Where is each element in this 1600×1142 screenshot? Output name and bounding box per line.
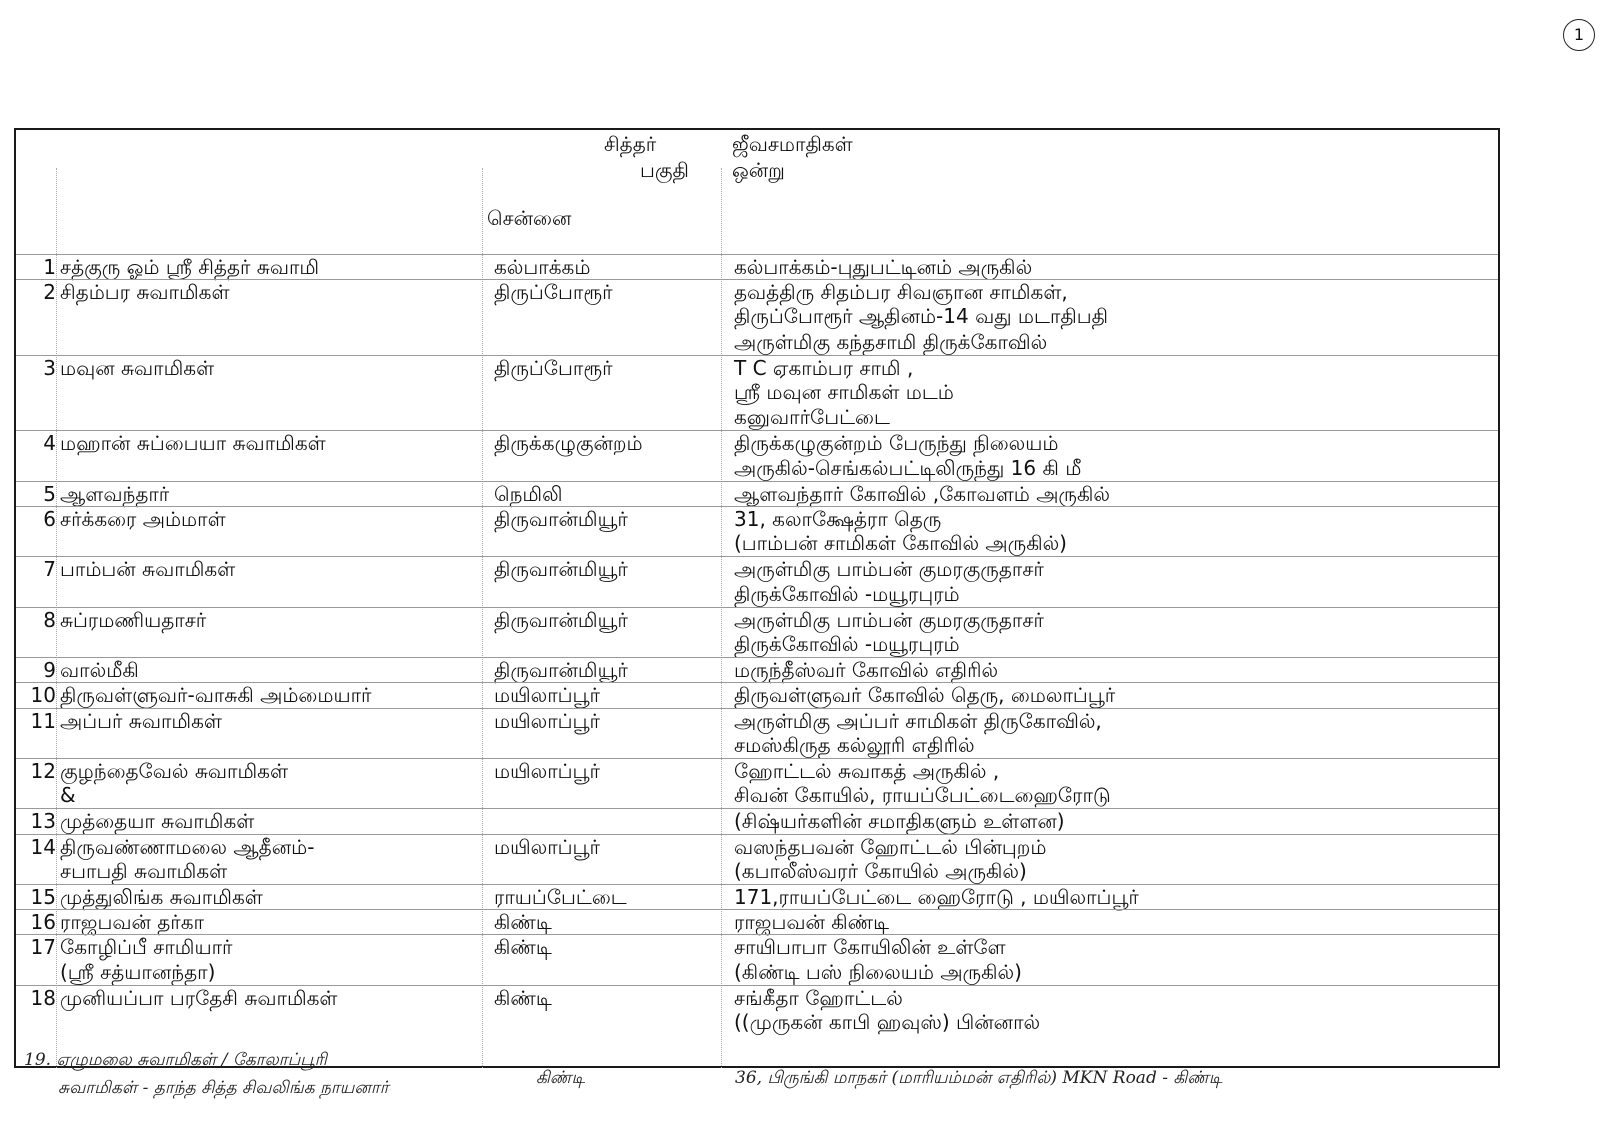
table-row xyxy=(16,506,1498,533)
header-title-left: சித்தர் xyxy=(604,132,657,156)
header-part-label: பகுதி xyxy=(640,158,689,182)
row-number: 6 xyxy=(43,507,56,531)
row-name: ராஜபவன் தர்கா xyxy=(60,910,204,935)
table-row xyxy=(16,985,1498,1012)
row-name: சபாபதி சுவாமிகள் xyxy=(60,858,228,883)
row-place: ராயப்பேட்டை xyxy=(494,885,627,909)
row-place: திருவான்மியூர் xyxy=(494,507,628,531)
row-address: திருப்போரூர் ஆதினம்-14 வது மடாதிபதி xyxy=(734,304,1109,329)
row-number: 15 xyxy=(30,885,56,909)
table-row xyxy=(16,657,1498,684)
row-number: 12 xyxy=(30,759,56,783)
row-place: மயிலாப்பூர் xyxy=(494,834,600,859)
table-row xyxy=(16,859,1498,885)
row-name: முத்துலிங்க சுவாமிகள் xyxy=(60,885,263,909)
row-name: மவுன சுவாமிகள் xyxy=(60,355,215,380)
row-name: பாம்பன் சுவாமிகள் xyxy=(60,557,236,582)
row-name: சர்க்கரை அம்மாள் xyxy=(60,507,226,531)
table-row xyxy=(16,783,1498,809)
table-row xyxy=(16,330,1498,356)
row-address: திருக்கழுகுன்றம் பேருந்து நிலையம் xyxy=(734,431,1059,456)
row-address: தவத்திரு சிதம்பர சிவஞான சாமிகள், xyxy=(734,280,1068,305)
row-address: (பாம்பன் சாமிகள் கோவில் அருகில்) xyxy=(734,531,1067,556)
table-row xyxy=(16,708,1498,735)
row-address: திருவள்ளுவர் கோவில் தெரு, மைலாப்பூர் xyxy=(734,683,1116,708)
table-row xyxy=(16,934,1498,961)
row-name: சுப்ரமணியதாசர் xyxy=(60,607,207,632)
handwritten-entry-line2: சுவாமிகள் - தாந்த சித்த சிவலிங்க நாயனார் xyxy=(58,1078,389,1098)
row-name: சத்குரு ஓம் ஸ்ரீ சித்தர் சுவாமி xyxy=(60,255,320,279)
row-address: ஹோட்டல் சுவாகத் அருகில் , xyxy=(734,759,1000,783)
handwritten-entry-address: 36, பிருங்கி மாநகர் (மாரியம்மன் எதிரில்) MKN Road - கிண்டி xyxy=(735,1068,1223,1088)
table-row xyxy=(16,909,1498,936)
row-address: 171,ராயப்பேட்டை ஹைரோடு , மயிலாப்பூர் xyxy=(734,885,1139,909)
row-address: அருள்மிகு கந்தசாமி திருக்கோவில் xyxy=(734,329,1048,354)
row-name: முத்தையா சுவாமிகள் xyxy=(60,809,255,834)
row-address: திருக்கோவில் -மயூரபுரம் xyxy=(734,632,960,656)
table-row xyxy=(16,632,1498,658)
row-number: 5 xyxy=(43,481,56,506)
row-number: 4 xyxy=(43,431,56,456)
row-address: 31, கலாக்ஷேத்ரா தெரு xyxy=(734,507,942,531)
row-name: வால்மீகி xyxy=(60,658,139,683)
row-name: & xyxy=(60,783,76,808)
row-name: கோழிப்பீ சாமியார் xyxy=(60,935,233,960)
table-row xyxy=(16,456,1498,482)
handwritten-entry-line1: 19. ஏழுமலை சுவாமிகள் / கோலாப்பூரி xyxy=(24,1050,327,1070)
table-row xyxy=(16,884,1498,911)
region-heading: சென்னை xyxy=(487,206,572,230)
row-address: அருள்மிகு அப்பர் சாமிகள் திருகோவில், xyxy=(734,708,1102,733)
row-address: கனுவார்பேட்டை xyxy=(734,405,890,430)
table-row xyxy=(16,430,1498,457)
row-name: முனியப்பா பரதேசி சுவாமிகள் xyxy=(60,985,338,1010)
row-address: அருள்மிகு பாம்பன் குமரகுருதாசர் xyxy=(734,607,1044,632)
header-title-right: ஜீவசமாதிகள் xyxy=(732,132,853,156)
header-part-value: ஒன்று xyxy=(732,158,785,182)
row-place: கிண்டி xyxy=(494,935,552,960)
table-row xyxy=(16,582,1498,608)
row-name: திருவள்ளுவர்-வாசுகி அம்மையார் xyxy=(60,683,372,708)
table-row xyxy=(16,304,1498,330)
table-row xyxy=(16,682,1498,709)
table-row xyxy=(16,279,1498,306)
row-place: கல்பாக்கம் xyxy=(494,255,591,279)
table-row xyxy=(16,1010,1498,1036)
row-address: (சிஷ்யர்களின் சமாதிகளும் உள்ளன) xyxy=(734,809,1065,834)
table-row xyxy=(16,355,1498,382)
table-row xyxy=(16,556,1498,583)
table-row xyxy=(16,254,1498,281)
table-row xyxy=(16,758,1498,785)
document-table xyxy=(14,128,1500,1068)
table-row xyxy=(16,531,1498,557)
table-row xyxy=(16,380,1498,406)
row-name: ஆளவந்தார் xyxy=(60,481,170,506)
row-number: 17 xyxy=(30,935,56,960)
row-place: மயிலாப்பூர் xyxy=(494,759,600,783)
table-row xyxy=(16,607,1498,634)
table-row xyxy=(16,808,1498,835)
row-number: 7 xyxy=(43,557,56,582)
row-number: 18 xyxy=(30,985,56,1010)
row-number: 11 xyxy=(30,708,56,733)
row-number: 8 xyxy=(43,607,56,632)
row-address: சமஸ்கிருத கல்லூரி எதிரில் xyxy=(734,732,975,757)
row-address: திருக்கோவில் -மயூரபுரம் xyxy=(734,581,960,606)
row-number: 9 xyxy=(43,658,56,683)
row-number: 16 xyxy=(30,910,56,935)
page-number: 1 xyxy=(1563,19,1595,51)
row-place: மயிலாப்பூர் xyxy=(494,708,600,733)
row-address: (கிண்டி பஸ் நிலையம் அருகில்) xyxy=(734,959,1022,984)
row-address: ஆளவந்தார் கோவில் ,கோவளம் அருகில் xyxy=(734,481,1110,506)
row-address: ஸ்ரீ மவுன சாமிகள் மடம் xyxy=(734,380,954,404)
table-body xyxy=(16,130,1498,1066)
row-address: (கபாலீஸ்வரர் கோயில் அருகில்) xyxy=(734,858,1027,883)
row-name: திருவண்ணாமலை ஆதீனம்- xyxy=(60,834,315,859)
table-row xyxy=(16,834,1498,861)
row-place: மயிலாப்பூர் xyxy=(494,683,600,708)
row-address: மருந்தீஸ்வர் கோவில் எதிரில் xyxy=(734,658,999,683)
row-address: அருகில்-செங்கல்பட்டிலிருந்து 16 கி மீ xyxy=(734,455,1082,480)
row-place: திருவான்மியூர் xyxy=(494,557,628,582)
row-address: கல்பாக்கம்-புதுபட்டினம் அருகில் xyxy=(734,255,1033,279)
table-row xyxy=(16,960,1498,986)
row-number: 10 xyxy=(30,683,56,708)
row-address: சங்கீதா ஹோட்டல் xyxy=(734,985,903,1010)
row-place: திருக்கழுகுன்றம் xyxy=(494,431,643,456)
row-address: சிவன் கோயில், ராயப்பேட்டைஹைரோடு xyxy=(734,783,1111,808)
row-number: 14 xyxy=(30,834,56,859)
row-name: அப்பர் சுவாமிகள் xyxy=(60,708,222,733)
row-name: சிதம்பர சுவாமிகள் xyxy=(60,280,230,305)
row-name: குழந்தைவேல் சுவாமிகள் xyxy=(60,759,288,783)
row-address: அருள்மிகு பாம்பன் குமரகுருதாசர் xyxy=(734,557,1044,582)
table-row xyxy=(16,405,1498,431)
row-name: (ஸ்ரீ சத்யானந்தா) xyxy=(60,959,216,984)
row-number: 1 xyxy=(43,255,56,279)
handwritten-entry-place: கிண்டி xyxy=(536,1068,586,1088)
row-place: நெமிலி xyxy=(494,481,563,506)
row-place: திருப்போரூர் xyxy=(494,355,613,380)
row-number: 2 xyxy=(43,280,56,305)
row-number: 13 xyxy=(30,809,56,834)
row-address: சாயிபாபா கோயிலின் உள்ளே xyxy=(734,935,1006,960)
row-place: திருப்போரூர் xyxy=(494,280,613,305)
row-address: ராஜபவன் கிண்டி xyxy=(734,910,889,935)
row-place: திருவான்மியூர் xyxy=(494,607,628,632)
row-place: கிண்டி xyxy=(494,985,552,1010)
row-place: கிண்டி xyxy=(494,910,552,935)
row-address: T C ஏகாம்பர சாமி , xyxy=(734,355,914,380)
row-address: வஸந்தபவன் ஹோட்டல் பின்புறம் xyxy=(734,834,1047,859)
row-number: 3 xyxy=(43,355,56,380)
row-place: திருவான்மியூர் xyxy=(494,658,628,683)
row-address: ((முருகன் காபி ஹவுஸ்) பின்னால் xyxy=(734,1010,1041,1034)
table-row xyxy=(16,733,1498,759)
table-row xyxy=(16,481,1498,508)
row-name: மஹான் சுப்பையா சுவாமிகள் xyxy=(60,431,326,456)
